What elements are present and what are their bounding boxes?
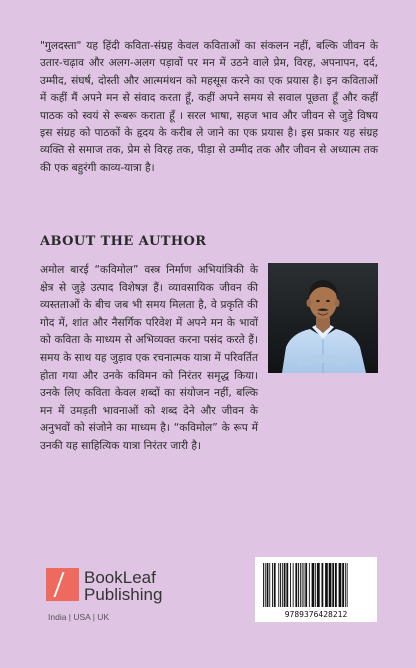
barcode-bar bbox=[272, 563, 273, 607]
barcode-bar bbox=[322, 563, 324, 607]
author-bio: अमोल बारई “कविमोल” वस्त्र निर्माण अभियांत्रिकी के क्षेत्र से जुड़े उत्पाद विशेषज्ञ हैं। व्यावसायिक जीवन की व्यस्तताओं के बीच जब भी समय मिलता है, वे प्रकृति की गोद में, शांत और नैसर्गिक परिवेश में अपने मन के भावों को कविता के माध्यम से अभिव्यक्त करना पसंद करते हैं। समय के साथ यह जुड़ाव एक रचनात्मक यात्रा में परिवर्तित होता गया और उनके कविमन को निरंतर समृद्ध किया। उनके लिए कविता केवल शब्दों का संयोजन नहीं, बल्कि मन में उमड़ती भावनाओं को शब्द देने और जीवन के अनुभवों को संजोने का माध्यम है। “कविमोल” के रूप में उनकी यह साहित्यिक यात्रा निरंतर जारी है। bbox=[40, 264, 258, 452]
barcode-bar bbox=[280, 563, 281, 607]
bookleaf-logo-icon bbox=[46, 568, 79, 601]
barcode-bar bbox=[312, 563, 315, 607]
barcode-bar bbox=[335, 563, 337, 607]
barcode-bar bbox=[329, 563, 332, 607]
barcode-bar bbox=[302, 563, 303, 607]
barcode-bar bbox=[274, 563, 276, 607]
author-photo bbox=[268, 263, 378, 373]
barcode-bar bbox=[295, 563, 297, 607]
barcode-bar bbox=[317, 563, 320, 607]
barcode-bar bbox=[345, 563, 346, 607]
publisher-name-line1: BookLeaf bbox=[84, 568, 156, 587]
barcode-bar bbox=[293, 563, 294, 607]
barcode-bar bbox=[347, 563, 348, 607]
barcode-bars bbox=[255, 557, 377, 609]
barcode-bar bbox=[315, 563, 316, 607]
publisher-regions: India | USA | UK bbox=[48, 612, 110, 622]
barcode-bar bbox=[304, 563, 305, 607]
barcode-bar bbox=[282, 563, 283, 607]
barcode-bar bbox=[342, 563, 344, 607]
barcode-bar bbox=[290, 563, 291, 607]
barcode-bar bbox=[267, 563, 269, 607]
barcode-bar bbox=[309, 563, 310, 607]
barcode-bar bbox=[300, 563, 301, 607]
isbn-barcode bbox=[255, 557, 377, 622]
barcode-bar bbox=[286, 563, 288, 607]
publisher-name-line2: Publishing bbox=[84, 585, 163, 604]
barcode-bar bbox=[263, 563, 264, 607]
barcode-bar bbox=[339, 563, 342, 607]
barcode-bar bbox=[284, 563, 286, 607]
barcode-bar bbox=[332, 563, 334, 607]
barcode-bar bbox=[325, 563, 328, 607]
barcode-bar bbox=[305, 563, 307, 607]
barcode-bar bbox=[269, 563, 270, 607]
about-author-heading: ABOUT THE AUTHOR bbox=[40, 234, 207, 249]
author-portrait-image bbox=[268, 263, 378, 373]
isbn-number: 9789376428212 bbox=[284, 610, 348, 619]
barcode-bar bbox=[278, 563, 279, 607]
barcode-bar bbox=[265, 563, 266, 607]
barcode-bar bbox=[298, 563, 299, 607]
back-cover-blurb: "गुलदस्ता" यह हिंदी कविता-संग्रह केवल कविताओं का संकलन नहीं, बल्कि जीवन के उतार-चढ़ाव और अलग-अलग पड़ावों पर मन में उठने वाले प्रेम, विरह, अपनापन, दर्द, उम्मीद, संघर्ष, दोस्ती और आत्ममंथन को महसूस करने का एक प्रयास है। इन कविताओं में कहीं मैं अपने मन से संवाद करता हूँ, कहीं अपने समय से सवाल पूछता हूँ और कहीं पाठक को स्वयं से रूबरू कराता हूँ । सरल भाषा, सहज भाव और जीवन से जुड़े विषय इस संग्रह को पाठकों के हृदय के करीब ले जाने का एक प्रयास है। इस प्रकार यह संग्रह व्यक्ति से समाज तक, प्रेम से विरह तक, पीड़ा से उम्मीद तक और जीवन से अध्यात्म तक की एक बहुरंगी काव्य-यात्रा है। bbox=[40, 40, 378, 174]
